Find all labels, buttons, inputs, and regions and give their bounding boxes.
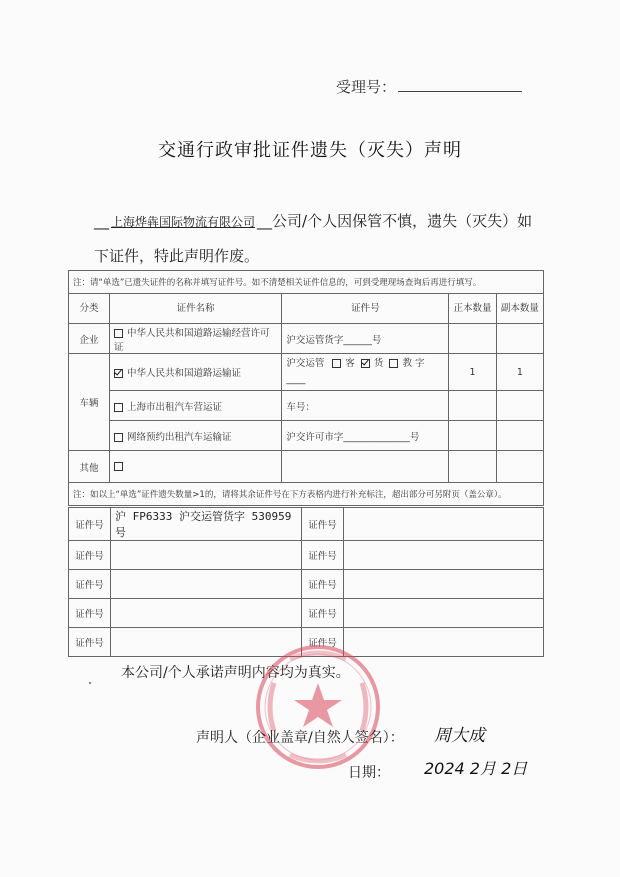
table-row: [69, 508, 544, 541]
other-checkbox[interactable]: [114, 462, 123, 471]
other-cert-number[interactable]: [282, 451, 449, 483]
option-training-label: 教 字: [402, 358, 425, 369]
enterprise-checkbox[interactable]: [114, 329, 123, 338]
cert-number-value[interactable]: [344, 508, 544, 541]
cert-number-value[interactable]: [344, 570, 544, 599]
table-row: [69, 599, 544, 628]
cert-number-label: 证件号: [69, 570, 111, 599]
cert-number-label: 证件号: [302, 570, 344, 599]
header-number: 证件号: [282, 294, 449, 324]
cert-number-value[interactable]: [344, 541, 544, 570]
vehicle-3-copy-count[interactable]: [496, 421, 543, 451]
signer-label: 声明人（企业盖章/自然人签名）：: [196, 730, 404, 746]
option-training-checkbox[interactable]: [389, 359, 398, 368]
cert-number-label: 证件号: [302, 508, 344, 541]
cert-number-value[interactable]: 沪 FP6333 沪交运管货字 530959 号: [111, 508, 302, 541]
ink-dot: [89, 682, 91, 684]
commitment-statement: 本公司/个人承诺声明内容均为真实。: [121, 665, 350, 681]
vehicle-2-original-count[interactable]: [449, 391, 496, 421]
other-original-count[interactable]: [449, 451, 496, 483]
table-note-top: 注：请“单选”已遗失证件的名称并填写证件号。如不清楚相关证件信息的，可到受理现场查询后再进行填写。: [69, 271, 544, 294]
cert-number-value[interactable]: [111, 541, 302, 570]
vehicle-3-cert-number[interactable]: 沪交许可市字______________号: [282, 421, 449, 451]
declaration-text: 公司/个人因保管不慎，遗失（灭失）如下证件，特此声明作废。: [94, 212, 533, 265]
other-copy-count[interactable]: [496, 451, 543, 483]
cert-number-label: 证件号: [69, 599, 111, 628]
row-vehicle-2-name: [109, 391, 281, 421]
company-name-field[interactable]: 上海烨犇国际物流有限公司: [111, 215, 256, 229]
company-seal-stamp: [254, 643, 382, 771]
cert-number-label: 证件号: [69, 541, 111, 570]
option-freight-checkbox[interactable]: [361, 359, 370, 368]
additional-certificates-table: [68, 507, 544, 657]
cert-number-value[interactable]: [111, 599, 302, 628]
header-copy-count: 副本数量: [496, 294, 543, 324]
vehicle-1-cert-number[interactable]: [282, 354, 449, 391]
receipt-number-field[interactable]: [398, 91, 522, 92]
table-note-bottom: 注：如以上“单选”证件遗失数量>1的，请将其余证件号在下方表格内进行补充标注，超出部分可另附页（盖公章）。: [69, 483, 544, 506]
header-original-count: 正本数量: [449, 294, 496, 324]
lost-certificate-table: [68, 270, 544, 506]
cert-number-value[interactable]: [344, 599, 544, 628]
enterprise-copy-count[interactable]: [496, 324, 543, 354]
category-other: 其他: [69, 451, 110, 483]
vehicle-2-checkbox[interactable]: [114, 403, 123, 412]
date-label: 日期：: [348, 765, 390, 781]
date-value[interactable]: 2024 2月 2日: [424, 759, 528, 778]
cert-number-value[interactable]: [111, 570, 302, 599]
option-passenger-checkbox[interactable]: [332, 359, 341, 368]
table-row: [69, 570, 544, 599]
vehicle-1-number-tail: ____: [286, 374, 306, 385]
vehicle-1-cert-name: 中华人民共和国道路运输证: [126, 368, 241, 379]
category-vehicle: 车辆: [69, 354, 110, 451]
enterprise-cert-name: 中华人民共和国道路运输经营许可证: [113, 327, 270, 353]
header-name: 证件名称: [109, 294, 281, 324]
cert-number-label: 证件号: [69, 628, 111, 657]
option-freight-label: 货: [373, 358, 384, 369]
row-enterprise-name: [109, 324, 281, 354]
vehicle-2-cert-name: 上海市出租汽车营运证: [126, 401, 222, 413]
vehicle-1-number-prefix: 沪交运管: [286, 358, 325, 369]
row-vehicle-3-name: [109, 421, 281, 451]
category-enterprise: 企业: [69, 324, 110, 354]
vehicle-3-checkbox[interactable]: [114, 433, 123, 442]
row-other-name: [109, 451, 281, 483]
signer-signature[interactable]: 周大成: [434, 726, 485, 746]
cert-number-label: 证件号: [302, 541, 344, 570]
row-vehicle-1-name: [109, 354, 281, 391]
vehicle-1-original-count[interactable]: 1: [449, 354, 496, 391]
table-row: [69, 541, 544, 570]
vehicle-2-copy-count[interactable]: [496, 391, 543, 421]
declaration-paragraph: __ 上海烨犇国际物流有限公司 __公司/个人因保管不慎，遗失（灭失）如下证件，特此声明作废。: [94, 212, 533, 265]
cert-number-label: 证件号: [302, 599, 344, 628]
cert-number-label: 证件号: [69, 508, 111, 541]
vehicle-2-cert-number[interactable]: 车号：: [282, 391, 449, 421]
vehicle-3-original-count[interactable]: [449, 421, 496, 451]
receipt-number-label: 受理号：: [336, 78, 397, 96]
cert-number-label: 证件号: [302, 628, 344, 657]
header-category: 分类: [69, 294, 110, 324]
enterprise-cert-number[interactable]: 沪交运管货字______号: [282, 324, 449, 354]
option-passenger-label: 客: [345, 358, 355, 369]
vehicle-1-checkbox[interactable]: [114, 369, 123, 378]
page-title: 交通行政审批证件遗失（灭失）声明: [158, 140, 462, 161]
vehicle-3-cert-name: 网络预约出租汽车运输证: [126, 431, 232, 443]
vehicle-1-copy-count[interactable]: 1: [496, 354, 543, 391]
enterprise-original-count[interactable]: [449, 324, 496, 354]
